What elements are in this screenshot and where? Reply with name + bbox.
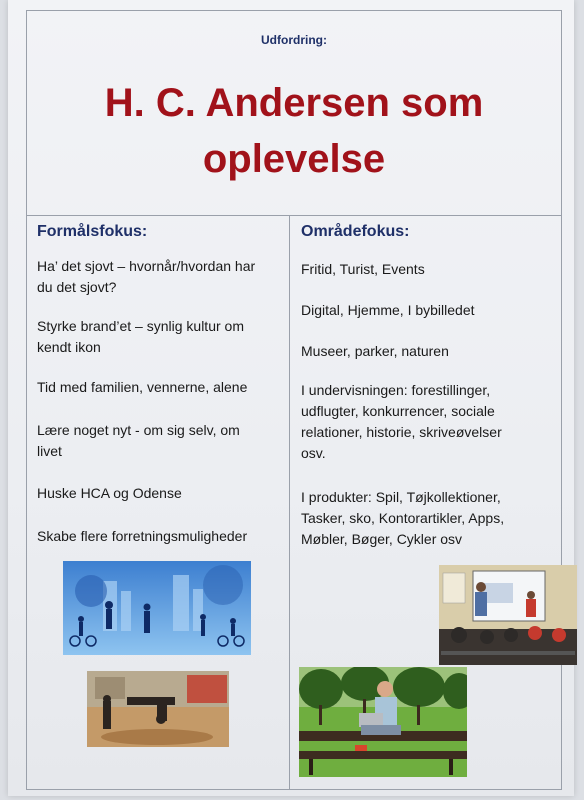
poster-title (27, 75, 561, 187)
right-item-4: I undervisningen: forestillinger, udflugter, konkurrencer, sociale relationer, historie, skriveøvelser osv. (301, 382, 502, 461)
classroom-photo (439, 565, 577, 665)
left-item-3: Tid med familien, vennerne, alene (37, 379, 248, 395)
left-item-4: Lære noget nyt - om sig selv, om livet (37, 422, 240, 459)
poster-frame (26, 10, 562, 790)
city-silhouettes-photo (63, 561, 251, 655)
right-item-1: Fritid, Turist, Events (301, 261, 425, 277)
left-item-2: Styrke brand’et – synlig kultur om kendt ikon (37, 318, 244, 355)
right-item-2: Digital, Hjemme, I bybilledet (301, 302, 475, 318)
poster-header (27, 11, 561, 216)
title-line-1: H. C. Andersen som (104, 81, 484, 125)
title-line-2: oplevelse (202, 137, 386, 181)
left-item-5: Huske HCA og Odense (37, 485, 182, 501)
right-item-3: Museer, parker, naturen (301, 343, 449, 359)
poster-sheet (8, 0, 574, 796)
left-item-1: Ha’ det sjovt – hvornår/hvordan har du det sjovt? (37, 258, 256, 295)
column-divider (289, 215, 290, 789)
left-column-heading: Formålsfokus: (37, 223, 148, 240)
left-item-6: Skabe flere forretningsmuligheder (37, 528, 248, 544)
poster-subtitle: Udfordring: (261, 33, 327, 47)
right-item-5: I produkter: Spil, Tøjkollektioner, Tasker, sko, Kontorartikler, Apps, Møbler, Bøger, Cykler osv (301, 489, 505, 547)
right-column-heading: Områdefokus: (301, 223, 410, 240)
park-laptop-photo (299, 667, 467, 777)
breakdance-photo (87, 671, 229, 747)
